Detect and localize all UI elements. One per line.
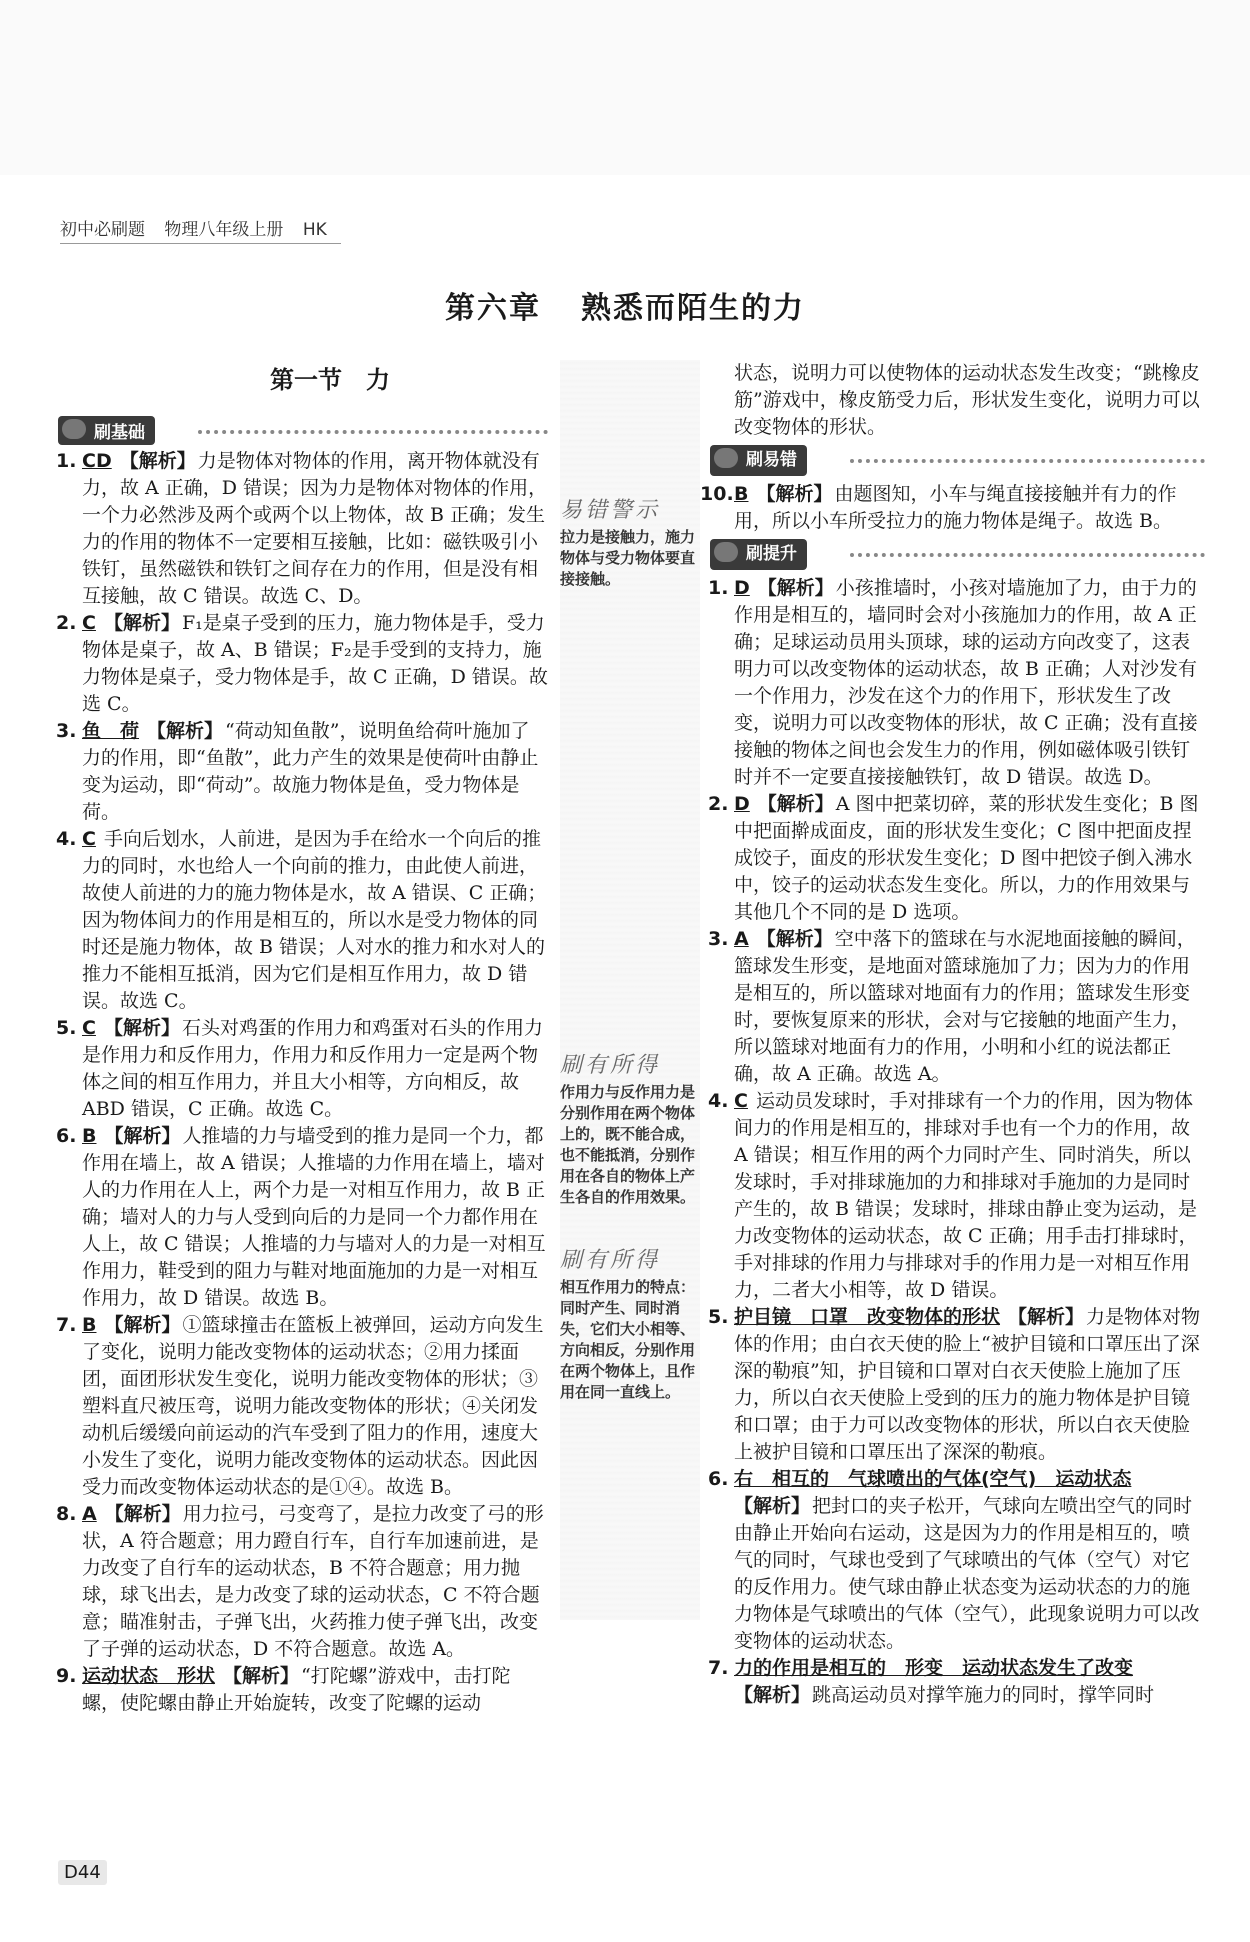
chapter-name: 熟悉而陌生的力 xyxy=(581,291,805,326)
continued-text: 状态，说明力可以使物体的运动状态发生改变；“跳橡皮筋”游戏中，橡皮筋受力后，形状发生变化，说明力可以改变物体的形状。 xyxy=(734,362,1200,438)
chapter-number: 第六章 xyxy=(445,291,541,326)
header-edition: HK xyxy=(302,220,327,240)
answer-item: 5. C 【解析】 石头对鸡蛋的作用力和鸡蛋对石头的作用力是作用力和反作用力，作用力和反作用力一定是两个物体之间的相互作用力，并且大小相等，方向相反，故 ABD 错误，C 正确。故选 C。 xyxy=(56,1017,543,1120)
answer-item: 4. C 手向后划水，人前进，是因为手在给水一个向后的推力的同时，水也给人一个向前的推力，由此使人前进，故使人前进的力的施力物体是水，故 A 错误、C 正确；因为物体间力的作用是相互的，所以水是受力物体的同时还是施力物体，故 B 错误；人对水的推力和水对人的推力不能相互抵消，因为它们是相互作用力，故 D 错误。故选 C。 xyxy=(56,828,547,1012)
header-subject: 物理八年级上册 xyxy=(164,220,284,240)
running-header xyxy=(60,215,341,244)
pencil-badge-icon xyxy=(714,542,738,562)
label-advance-text: 刷提升 xyxy=(746,544,797,564)
answer-item: 5. 护目镜 口罩 改变物体的形状 【解析】 力是物体对物体的作用；由白衣天使的脸上“被护目镜和口罩压出了深深的勒痕”知，护目镜和口罩对白衣天使脸上施加了压力，所以白衣天使脸上受到的压力的施力物体是护目镜和口罩；由于力可以改变物体的形状，所以白衣天使脸上被护目镜和口罩压出了深深的勒痕。 xyxy=(708,1306,1201,1463)
side-note-title: 易错警示 xyxy=(560,498,661,523)
label-mistake-text: 刷易错 xyxy=(746,450,797,470)
section-title: 第一节 力 xyxy=(270,366,390,394)
pencil-badge-icon xyxy=(714,448,738,468)
answer-item: 3. 鱼 荷 【解析】 “荷动知鱼散”，说明鱼给荷叶施加了力的作用，即“鱼散”，此力产生的效果是使荷叶由静止变为运动，即“荷动”。故施力物体是鱼，受力物体是荷。 xyxy=(56,720,539,823)
answer-item: 6. 右 相互的 气球喷出的气体(空气) 运动状态 【解析】 把封口的夹子松开，气球向左喷出空气的同时由静止开始向右运动，这是因为力的作用是相互的，喷气的同时，气球也受到了气球喷出的气体（空气）对它的反作用力。使气球由静止状态变为运动状态的力的施力物体是气球喷出的气体（空气），此现象说明力可以改变物体的运动状态。 xyxy=(708,1468,1200,1652)
side-note-title: 刷有所得 xyxy=(560,1248,661,1273)
answer-item: 7. B 【解析】 ①篮球撞击在篮板上被弹回，运动方向发生了变化，说明力能改变物体的运动状态；②用力揉面团，面团形状发生变化，说明力能改变物体的形状；③塑料直尺被压弯，说明力能改变物体的形状；④关闭发动机后缓缓向前运动的汽车受到了阻力的作用，速度大小发生了变化，说明力能改变物体的运动状态。因此因受力而改变物体运动状态的是①④。故选 B。 xyxy=(56,1314,544,1498)
answer-item: 2. D 【解析】 A 图中把菜切碎，菜的形状发生变化；B 图中把面擀成面皮，面的形状发生变化；C 图中把面皮捏成饺子，面皮的形状发生变化；D 图中把饺子倒入沸水中，饺子的运动状态发生变化。所以，力的作用效果与其他几个不同的是 D 选项。 xyxy=(708,793,1199,923)
side-note-mistake xyxy=(560,500,700,590)
answer-item: 7. 力的作用是相互的 形变 运动状态发生了改变 【解析】 跳高运动员对撑竿施力的同时，撑竿同时 xyxy=(708,1657,1155,1706)
side-note-text: 相互作用力的特点：同时产生、同时消失，它们大小相等、方向相反，分别作用在两个物体上，且作用在同一直线上。 xyxy=(560,1278,696,1401)
pencil-badge-icon xyxy=(62,419,86,439)
side-note-gain-1 xyxy=(560,1055,700,1208)
label-basic xyxy=(58,416,548,446)
left-column xyxy=(58,448,548,1717)
answer-item: 1. D 【解析】 小孩推墙时，小孩对墙施加了力，由于力的作用是相互的，墙同时会对小孩施加力的作用，故 A 正确；足球运动员用头顶球，球的运动方向改变了，这表明力可以改变物体的运动状态，故 B 正确；人对沙发有一个作用力，沙发在这个力的作用下，形状发生了改变，说明力可以改变物体的形状，故 C 正确；没有直接接触的物体之间也会发生力的作用，例如磁体吸引铁钉时并不一定要直接接触铁钉，故 D 错误。故选 D。 xyxy=(708,577,1198,788)
answer-item: 2. C 【解析】 F₁是桌子受到的压力，施力物体是手，受力物体是桌子，故 A、B 错误；F₂是手受到的支持力，施力物体是桌子，受力物体是手，故 C 正确，D 错误。故选 C。 xyxy=(56,612,548,715)
answer-item: 8. A 【解析】 用力拉弓，弓变弯了，是拉力改变了弓的形状，A 符合题意；用力蹬自行车，自行车加速前进，是力改变了自行车的运动状态，B 不符合题意；用力抛球，球飞出去，是力改变了球的运动状态，C 不符合题意；瞄准射击，子弹飞出，火药推力使子弹飞出，改变了子弹的运动状态，D 不符合题意。故选 A。 xyxy=(56,1503,544,1660)
answer-item: 4. C 运动员发球时，手对排球有一个力的作用，因为物体间力的作用是相互的，排球对手也有一个力的作用，故 A 错误；相互作用的两个力同时产生、同时消失，所以发球时，手对排球施加的力和排球对手施加的力是同时产生的，故 B 错误；发球时，排球由静止变为运动，是力改变物体的运动状态，故 C 正确；用手击打排球时，手对排球的作用力与排球对手的作用力是一对相互作用力，二者大小相等，故 D 错误。 xyxy=(708,1090,1198,1301)
answer-item: 9. 运动状态 形状 【解析】 “打陀螺”游戏中，击打陀螺，使陀螺由静止开始旋转，改变了陀螺的运动 xyxy=(56,1665,511,1714)
answer-item: 1. CD 【解析】 力是物体对物体的作用，离开物体就没有力，故 A 正确，D 错误；因为力是物体对物体的作用，一个力必然涉及两个或两个以上物体，故 B 正确；发生力的作用的物体不一定要相互接触，比如：磁铁吸引小铁钉，虽然磁铁和铁钉之间存在力的作用，但是没有相互接触，故 C 错误。故选 C、D。 xyxy=(56,450,548,607)
header-book: 初中必刷题 xyxy=(60,220,145,240)
top-blank-area xyxy=(0,0,1250,175)
side-note-gain-2 xyxy=(560,1250,700,1403)
label-basic-text: 刷基础 xyxy=(94,423,145,443)
side-note-title: 刷有所得 xyxy=(560,1053,661,1078)
side-note-text: 拉力是接触力，施力物体与受力物体要直接接触。 xyxy=(560,528,696,588)
right-column xyxy=(700,360,1205,1709)
answer-item: 3. A 【解析】 空中落下的篮球在与水泥地面接触的瞬间，篮球发生形变，是地面对篮球施加了力；因为力的作用是相互的，所以篮球对地面有力的作用；篮球发生形变时，要恢复原来的形状，会对与它接触的地面产生力，所以篮球对地面有力的作用，小明和小红的说法都正确，故 A 正确。故选 A。 xyxy=(708,928,1196,1085)
label-advance xyxy=(710,539,1205,569)
answer-item: 6. B 【解析】 人推墙的力与墙受到的推力是同一个力，都作用在墙上，故 A 错误；人推墙的力作用在墙上，墙对人的力作用在人上，两个力是一对相互作用力，故 B 正确；墙对人的力与人受到向后的力是同一个力都作用在人上，故 C 错误；人推墙的力与墙对人的力是一对相互作用力，鞋受到的阻力与鞋对地面施加的力是一对相互作用力，故 D 错误。故选 B。 xyxy=(56,1125,546,1309)
chapter-title xyxy=(0,283,1250,327)
page-number: D44 xyxy=(58,1860,107,1885)
answer-item: 10. B 【解析】 由题图知，小车与绳直接接触并有力的作用，所以小车所受拉力的施力物体是绳子。故选 B。 xyxy=(700,483,1177,532)
side-note-text: 作用力与反作用力是分别作用在两个物体上的，既不能合成，也不能抵消，分别作用在各自的物体上产生各自的作用效果。 xyxy=(560,1083,696,1206)
label-mistake xyxy=(710,445,1205,475)
